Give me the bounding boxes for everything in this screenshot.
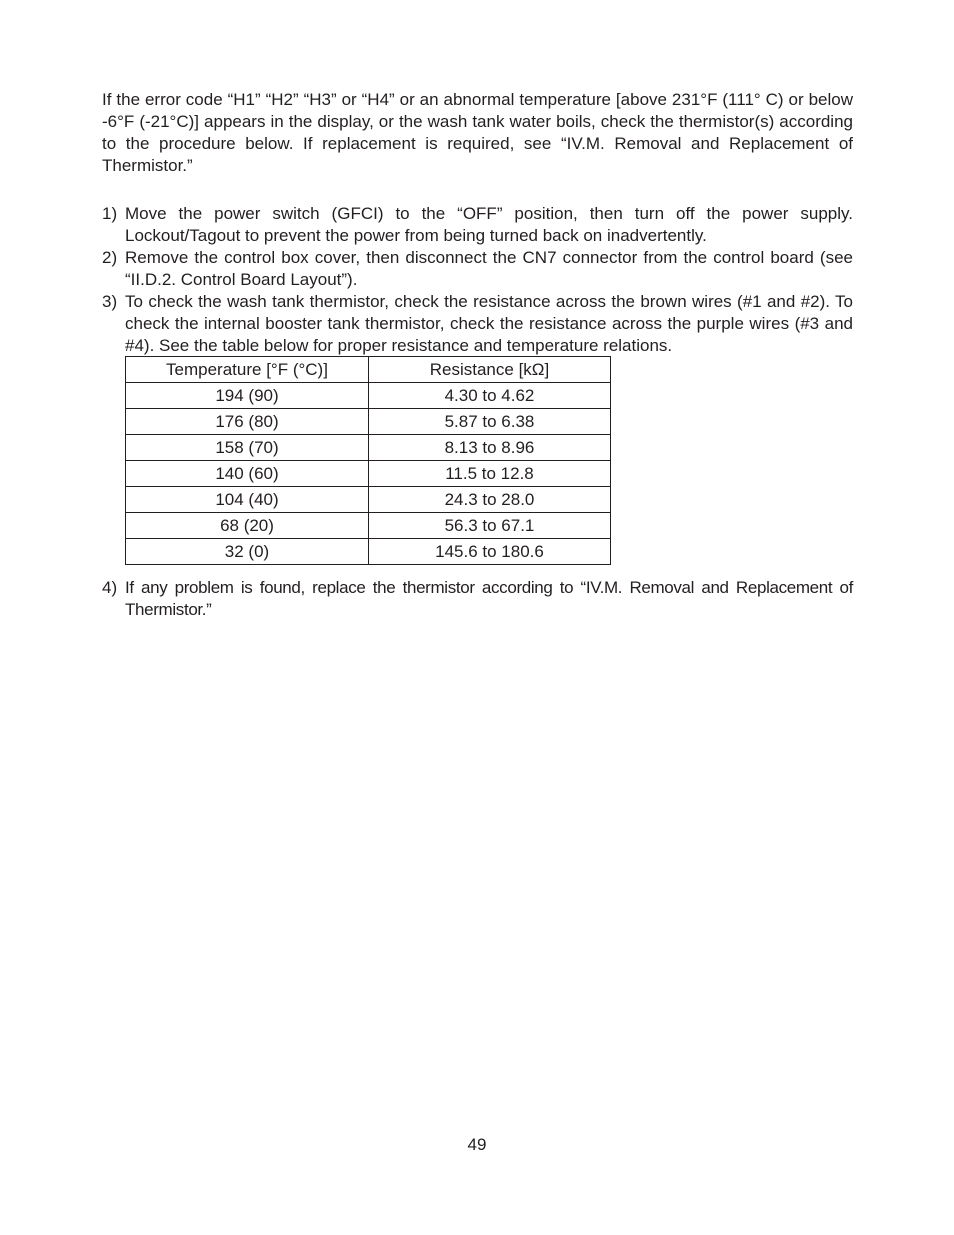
resistance-cell: 8.13 to 8.96 [369, 435, 611, 461]
temperature-cell: 32 (0) [126, 539, 369, 565]
table-row [126, 539, 611, 565]
resistance-cell: 145.6 to 180.6 [369, 539, 611, 565]
table-row [126, 487, 611, 513]
resistance-table [125, 356, 611, 565]
step-2 [102, 247, 853, 291]
table-row [126, 461, 611, 487]
temperature-cell: 194 (90) [126, 383, 369, 409]
table-header-row [126, 357, 611, 383]
step-number: 1) [102, 204, 118, 223]
table-row [126, 435, 611, 461]
resistance-cell: 4.30 to 4.62 [369, 383, 611, 409]
resistance-cell: 5.87 to 6.38 [369, 409, 611, 435]
temperature-column-header: Temperature [°F (°C)] [126, 357, 369, 383]
table-row [126, 513, 611, 539]
page-number: 49 [467, 1135, 487, 1154]
step-number: 4) [102, 578, 118, 597]
step-text: Remove the control box cover, then disconnect the CN7 connector from the control board (see “II.D.2. Control Board Layout”). [125, 248, 853, 289]
table-row [126, 409, 611, 435]
intro-paragraph: If the error code “H1” “H2” “H3” or “H4” or an abnormal temperature [above 231°F (111° C) or below -6°F (-21°C)] appears in the display, or the wash tank water boils, check the thermistor(s) according to the procedure below. If replacement is required, see “IV.M. Removal and Replacement of Thermistor.” [102, 90, 853, 175]
temperature-cell: 104 (40) [126, 487, 369, 513]
step-text: If any problem is found, replace the thermistor according to “IV.M. Removal and Replacement of Thermistor.” [125, 578, 853, 619]
step-text: Move the power switch (GFCI) to the “OFF” position, then turn off the power supply. Lockout/Tagout to prevent the power from being turned back on inadvertently. [125, 204, 853, 245]
step-1 [102, 203, 853, 247]
step-text: To check the wash tank thermistor, check the resistance across the brown wires (#1 and #2). To check the internal booster tank thermistor, check the resistance across the purple wires (#3 and #4). See the table below for proper resistance and temperature relations. [125, 292, 853, 355]
step-number: 2) [102, 248, 118, 267]
step-4 [102, 577, 853, 621]
step-number: 3) [102, 292, 118, 311]
temperature-cell: 140 (60) [126, 461, 369, 487]
resistance-cell: 11.5 to 12.8 [369, 461, 611, 487]
temperature-cell: 158 (70) [126, 435, 369, 461]
procedure-steps [102, 203, 853, 357]
resistance-cell: 56.3 to 67.1 [369, 513, 611, 539]
resistance-column-header: Resistance [kΩ] [369, 357, 611, 383]
resistance-cell: 24.3 to 28.0 [369, 487, 611, 513]
temperature-cell: 176 (80) [126, 409, 369, 435]
step-3 [102, 291, 853, 357]
temperature-cell: 68 (20) [126, 513, 369, 539]
table-row [126, 383, 611, 409]
